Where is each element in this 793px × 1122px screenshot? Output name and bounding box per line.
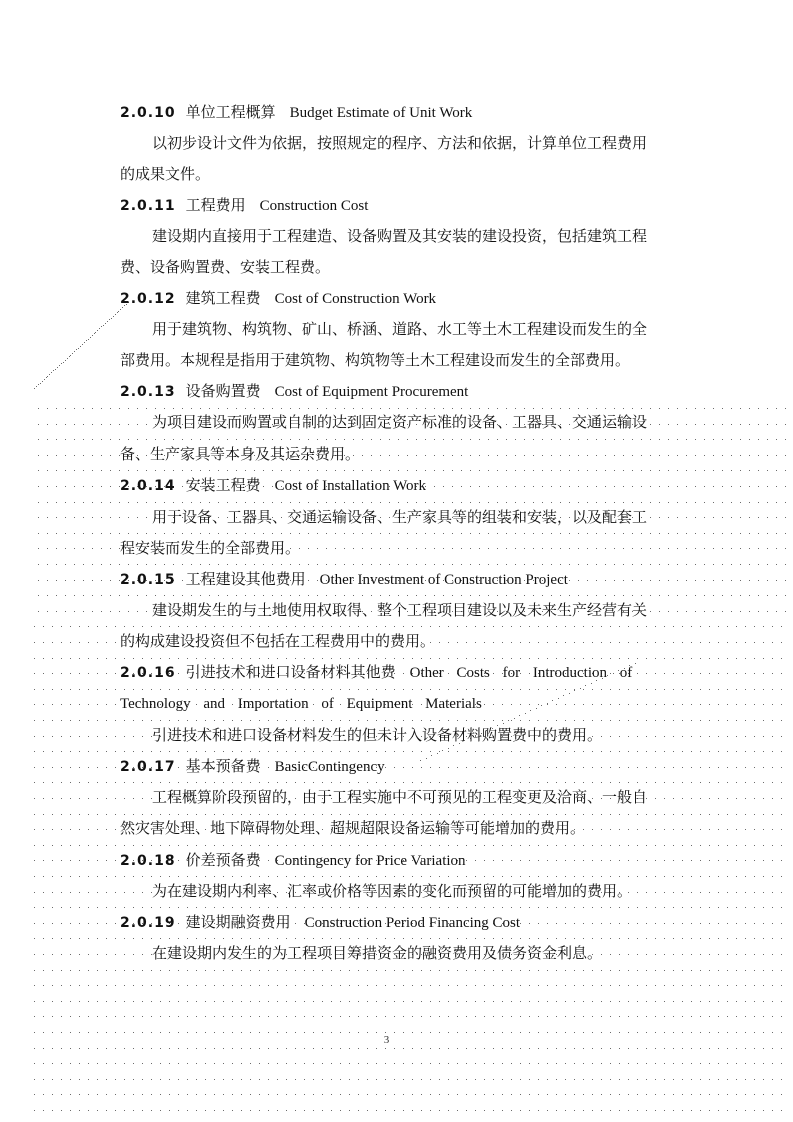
term-english-name: Cost of Installation Work [274,478,427,494]
term-definition-line: 用于设备、工器具、交通运输设备、生产家具等的组装和安装，以及配套工 [152,508,648,526]
term-number: 2.0.10 [120,105,176,121]
term-heading [120,195,368,215]
term-english-name: BasicContingency [274,759,385,775]
term-number: 2.0.13 [120,384,176,400]
term-number: 2.0.17 [120,759,176,775]
page-number: 3 [383,1034,390,1046]
term-chinese-name: 引进技术和进口设备材料其他费 [185,663,396,681]
term-english-name: Construction Cost [259,198,369,214]
term-definition-line: 引进技术和进口设备材料发生的但未计入设备材料购置费中的费用。 [152,726,603,744]
term-definition-line: 然灾害处理、地下障碍物处理、超规超限设备运输等可能增加的费用。 [120,819,586,837]
term-english-name: Budget Estimate of Unit Work [289,105,473,121]
term-definition-line: 为项目建设而购置或自制的达到固定资产标准的设备、工器具、交通运输设 [152,413,648,431]
term-chinese-name: 建设期融资费用 [185,913,291,931]
term-number: 2.0.14 [120,478,176,494]
term-definition-line: 部费用。本规程是指用于建筑物、构筑物等土木工程建设而发生的全部费用。 [120,351,631,369]
term-heading [120,756,385,776]
term-chinese-name: 基本预备费 [185,757,261,775]
term-number: 2.0.12 [120,291,176,307]
term-english-name: Other Costs for Introduction of [409,665,633,681]
term-heading [120,850,466,870]
term-chinese-name: 价差预备费 [185,851,261,869]
term-chinese-name: 工程建设其他费用 [185,570,306,588]
term-definition-line: 建设期发生的与土地使用权取得、整个工程项目建设以及未来生产经营有关 [152,601,648,619]
term-number: 2.0.16 [120,665,176,681]
term-heading [120,288,436,308]
term-definition-line: 为在建设期内利率、汇率或价格等因素的变化而预留的可能增加的费用。 [152,882,633,900]
term-chinese-name: 设备购置费 [185,382,261,400]
term-heading [120,569,568,589]
term-definition-line: 工程概算阶段预留的，由于工程实施中不可预见的工程变更及洽商、一般自 [152,788,648,806]
term-heading [120,912,520,932]
term-definition-line: 备、生产家具等本身及其运杂费用。 [120,445,361,463]
term-definition-line: 费、设备购置费、安装工程费。 [120,258,331,276]
term-definition-line: 用于建筑物、构筑物、矿山、桥涵、道路、水工等土木工程建设而发生的全 [152,320,648,338]
term-definition-line: 在建设期内发生的为工程项目筹措资金的融资费用及债务资金利息。 [152,944,603,962]
term-chinese-name: 单位工程概算 [185,103,276,121]
term-definition-line: 程安装而发生的全部费用。 [120,539,301,557]
term-number: 2.0.15 [120,572,176,588]
term-english-name: Cost of Construction Work [274,291,437,307]
term-chinese-name: 工程费用 [185,196,246,214]
term-definition-line: 的成果文件。 [120,165,211,183]
term-definition-line: 以初步设计文件为依据，按照规定的程序、方法和依据，计算单位工程费用 [152,134,648,152]
term-number: 2.0.11 [120,198,176,214]
term-number: 2.0.18 [120,853,176,869]
term-definition-line: 建设期内直接用于工程建造、设备购置及其安装的建设投资，包括建筑工程 [152,227,648,245]
term-english-name: Other Investment of Construction Project [319,572,568,588]
term-heading [120,475,426,495]
term-english-name: Construction Period Financing Cost [304,915,521,931]
term-heading [120,102,472,122]
term-heading [120,381,468,401]
term-definition-line: 的构成建设投资但不包括在工程费用中的费用。 [120,632,436,650]
term-chinese-name: 建筑工程费 [185,289,261,307]
term-english-name: Contingency for Price Variation [274,853,466,869]
term-heading [120,662,632,682]
term-english-name: Cost of Equipment Procurement [274,384,469,400]
term-chinese-name: 安装工程费 [185,476,261,494]
term-english-name-continued: Technology and Importation of Equipment Materials [120,696,482,712]
term-number: 2.0.19 [120,915,176,931]
